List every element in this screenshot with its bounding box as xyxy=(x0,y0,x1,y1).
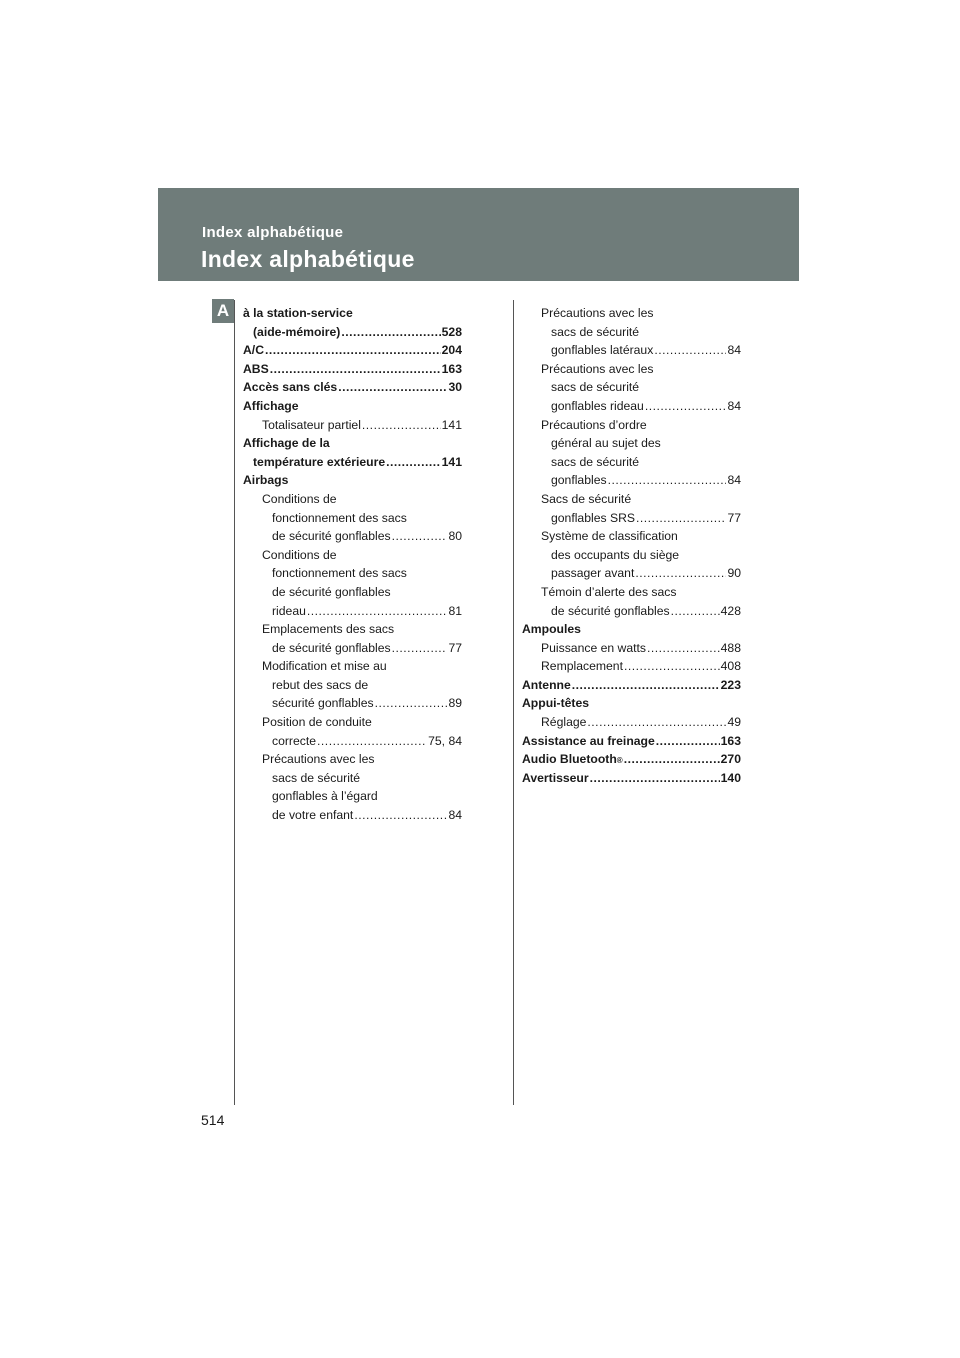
page-reference: 140 xyxy=(720,770,741,785)
index-entry-line xyxy=(262,490,462,509)
index-entry xyxy=(541,713,741,732)
index-entry-line xyxy=(541,360,741,379)
index-term: Réglage xyxy=(541,715,587,730)
index-entry-line xyxy=(541,453,741,472)
dot-leader xyxy=(338,378,447,397)
index-entry-line xyxy=(541,509,741,528)
page-reference: 75, 84 xyxy=(428,733,462,748)
header-band xyxy=(158,188,799,281)
index-term-detail: gonflables latéraux xyxy=(551,343,654,358)
index-entry xyxy=(541,416,741,490)
index-letter-tab: A xyxy=(212,299,234,323)
index-term-detail: sacs de sécurité xyxy=(551,380,640,395)
dot-leader xyxy=(572,676,720,695)
index-term: Système de classification xyxy=(541,529,678,544)
index-entry-line xyxy=(262,509,462,528)
index-term: ABS xyxy=(243,361,269,376)
index-entry-line xyxy=(243,397,462,416)
page-reference: 270 xyxy=(720,752,741,767)
index-term: Témoin d’alerte des sacs xyxy=(541,584,677,599)
dot-leader xyxy=(636,509,726,528)
index-entry xyxy=(541,639,741,658)
index-term: Précautions avec les xyxy=(262,752,375,767)
index-term-detail: fonctionnement des sacs xyxy=(272,510,407,525)
index-term: Airbags xyxy=(243,473,289,488)
index-term-detail: des occupants du siège xyxy=(551,547,680,562)
dot-leader xyxy=(654,341,726,360)
index-entry-line xyxy=(262,732,462,751)
index-entry-line xyxy=(262,639,462,658)
page-reference: 408 xyxy=(720,659,741,674)
index-term-detail: correcte xyxy=(272,733,317,748)
dot-leader xyxy=(354,806,447,825)
index-term-detail: général au sujet des xyxy=(551,436,661,451)
page-reference: 141 xyxy=(441,454,462,469)
index-entry xyxy=(522,620,741,639)
index-entry-line xyxy=(541,416,741,435)
column-divider-rule xyxy=(513,300,514,1105)
index-term: Totalisateur partiel xyxy=(262,417,361,432)
index-term: Puissance en watts xyxy=(541,640,647,655)
index-entry xyxy=(541,657,741,676)
index-entry-line xyxy=(262,676,462,695)
index-entry-line xyxy=(262,787,462,806)
index-term: Affichage xyxy=(243,398,299,413)
index-term: Ampoules xyxy=(522,622,581,637)
index-entry xyxy=(262,713,462,750)
page-reference: 80 xyxy=(448,529,462,544)
index-entry-line xyxy=(262,527,462,546)
index-term: à la station-service xyxy=(243,306,353,320)
index-term-detail: de votre enfant xyxy=(272,808,354,823)
index-entry-line xyxy=(262,620,462,639)
index-term: Assistance au freinage xyxy=(522,733,655,748)
dot-leader xyxy=(656,732,720,751)
dot-leader xyxy=(307,602,448,621)
index-entry xyxy=(541,583,741,620)
page-reference: 163 xyxy=(720,733,741,748)
index-entry-line xyxy=(541,304,741,323)
index-entry xyxy=(262,546,462,620)
page-reference: 163 xyxy=(441,361,462,376)
index-entry xyxy=(243,397,462,416)
dot-leader xyxy=(341,323,440,342)
index-entry xyxy=(541,490,741,527)
page-reference: 488 xyxy=(720,640,741,655)
index-entry-line xyxy=(522,694,741,713)
index-entry-line xyxy=(541,657,741,676)
dot-leader xyxy=(362,416,441,435)
index-entry xyxy=(262,620,462,657)
index-entry-line xyxy=(541,713,741,732)
index-column-right xyxy=(522,304,741,787)
index-term: Avertisseur xyxy=(522,770,589,785)
page-reference: 84 xyxy=(448,808,462,823)
page-reference: 77 xyxy=(727,510,741,525)
page-reference: 90 xyxy=(727,566,741,581)
index-entry-line xyxy=(541,583,741,602)
dot-leader xyxy=(671,602,720,621)
page-number: 514 xyxy=(201,1112,225,1128)
index-entry-line xyxy=(262,713,462,732)
index-entry-line xyxy=(262,694,462,713)
index-term: Affichage de la xyxy=(243,436,330,451)
page-reference: 223 xyxy=(720,677,741,692)
index-entry-line xyxy=(243,304,462,323)
index-term-detail: passager avant xyxy=(551,566,635,581)
index-term: Accès sans clés xyxy=(243,380,338,395)
index-entry-line xyxy=(522,769,741,788)
index-entry xyxy=(522,769,741,788)
index-entry xyxy=(541,527,741,583)
index-entry-line xyxy=(541,378,741,397)
index-entry-line xyxy=(262,750,462,769)
index-entry xyxy=(522,694,741,713)
index-entry-line xyxy=(262,416,462,435)
dot-leader xyxy=(624,750,720,769)
index-entry-line xyxy=(262,546,462,565)
index-entry-line xyxy=(541,546,741,565)
index-entry xyxy=(522,732,741,751)
index-entry xyxy=(522,750,741,769)
index-entry-line xyxy=(541,397,741,416)
dot-leader xyxy=(647,639,720,658)
index-entry xyxy=(541,360,741,416)
index-entry-line xyxy=(243,341,462,360)
index-entry xyxy=(522,676,741,695)
index-term-detail: température extérieure xyxy=(253,454,386,469)
dot-leader xyxy=(590,769,720,788)
index-entry xyxy=(243,434,462,471)
page-reference: 49 xyxy=(727,715,741,730)
index-term-detail: sécurité gonflables xyxy=(272,696,374,711)
index-term-detail: de sécurité gonflables xyxy=(272,529,391,544)
dot-leader xyxy=(392,527,448,546)
index-entry-line xyxy=(541,490,741,509)
index-entry-line xyxy=(541,564,741,583)
index-term-detail: (aide-mémoire) xyxy=(253,324,341,339)
index-term-detail: gonflables rideau xyxy=(551,398,644,413)
left-column-rule xyxy=(234,300,235,1105)
dot-leader xyxy=(270,360,441,379)
index-entry-line xyxy=(262,583,462,602)
index-term-detail: sacs de sécurité xyxy=(272,770,361,785)
index-term: A/C xyxy=(243,343,264,358)
index-term-detail: de sécurité gonflables xyxy=(551,603,670,618)
index-term: Position de conduite xyxy=(262,715,372,730)
index-entry xyxy=(243,360,462,379)
index-entry xyxy=(243,471,462,490)
index-entry xyxy=(243,378,462,397)
index-entry-line xyxy=(541,639,741,658)
index-term-detail: gonflables xyxy=(551,473,607,488)
page-reference: 528 xyxy=(441,324,462,339)
index-entry xyxy=(243,341,462,360)
index-entry-line xyxy=(541,341,741,360)
index-entry-line xyxy=(262,657,462,676)
page-reference: 428 xyxy=(720,603,741,618)
index-term-detail: fonctionnement des sacs xyxy=(272,566,407,581)
index-column-left xyxy=(243,304,462,825)
page-reference: 77 xyxy=(448,640,462,655)
index-entry-line xyxy=(541,434,741,453)
section-subtitle: Index alphabétique xyxy=(202,224,344,241)
page-reference: 84 xyxy=(727,473,741,488)
index-term: Remplacement xyxy=(541,659,623,674)
index-entry-line xyxy=(262,769,462,788)
index-entry-line xyxy=(243,360,462,379)
index-entry-line xyxy=(262,602,462,621)
index-term: Conditions de xyxy=(262,547,337,562)
dot-leader xyxy=(386,453,441,472)
index-term: Modification et mise au xyxy=(262,659,387,674)
index-entry-line xyxy=(243,434,462,453)
index-term-detail: gonflables à l’égard xyxy=(272,789,378,804)
index-term-detail: rebut des sacs de xyxy=(272,677,369,692)
index-entry-line xyxy=(541,527,741,546)
index-term: Précautions avec les xyxy=(541,306,654,320)
index-term: Emplacements des sacs xyxy=(262,622,395,637)
index-entry-line xyxy=(541,471,741,490)
index-entry-line: Audio Bluetooth ® ..... 270 xyxy=(522,750,741,769)
dot-leader xyxy=(635,564,726,583)
index-term: Appui-têtes xyxy=(522,696,590,711)
index-entry-line xyxy=(243,378,462,397)
index-entry xyxy=(262,657,462,713)
dot-leader xyxy=(645,397,727,416)
index-entry xyxy=(541,304,741,360)
index-entry-line xyxy=(262,564,462,583)
index-entry xyxy=(243,304,462,341)
index-entry-line xyxy=(262,806,462,825)
index-entry-line xyxy=(522,732,741,751)
dot-leader xyxy=(265,341,441,360)
index-term-detail: sacs de sécurité xyxy=(551,454,640,469)
dot-leader xyxy=(624,657,720,676)
index-term-detail: gonflables SRS xyxy=(551,510,636,525)
page-reference: 141 xyxy=(441,417,462,432)
page-title: Index alphabétique xyxy=(201,246,415,272)
dot-leader xyxy=(608,471,727,490)
index-term-detail: de sécurité gonflables xyxy=(272,640,391,655)
index-term: Audio Bluetooth xyxy=(522,752,617,767)
index-term: Précautions d’ordre xyxy=(541,417,647,432)
index-term: Conditions de xyxy=(262,491,337,506)
page-reference: 204 xyxy=(441,343,462,358)
dot-leader xyxy=(392,639,448,658)
page-reference: 81 xyxy=(448,603,462,618)
dot-leader xyxy=(587,713,726,732)
index-term: Antenne xyxy=(522,677,571,692)
page-reference: 84 xyxy=(727,343,741,358)
index-entry xyxy=(262,490,462,546)
index-entry-line xyxy=(522,620,741,639)
index-term-detail: de sécurité gonflables xyxy=(272,584,391,599)
index-entry-line xyxy=(243,323,462,342)
dot-leader xyxy=(375,694,448,713)
index-term-detail: sacs de sécurité xyxy=(551,324,640,339)
index-term: Précautions avec les xyxy=(541,361,654,376)
index-entry xyxy=(262,750,462,824)
index-entry-line xyxy=(541,602,741,621)
index-entry-line xyxy=(243,453,462,472)
page-reference: 30 xyxy=(448,380,462,395)
index-entry xyxy=(262,416,462,435)
index-term: Sacs de sécurité xyxy=(541,491,632,506)
index-entry-line xyxy=(541,323,741,342)
dot-leader xyxy=(317,732,427,751)
page-reference: 89 xyxy=(448,696,462,711)
index-entry-line xyxy=(522,676,741,695)
index-entry-line xyxy=(243,471,462,490)
index-term-detail: rideau xyxy=(272,603,306,618)
page-reference: 84 xyxy=(727,398,741,413)
